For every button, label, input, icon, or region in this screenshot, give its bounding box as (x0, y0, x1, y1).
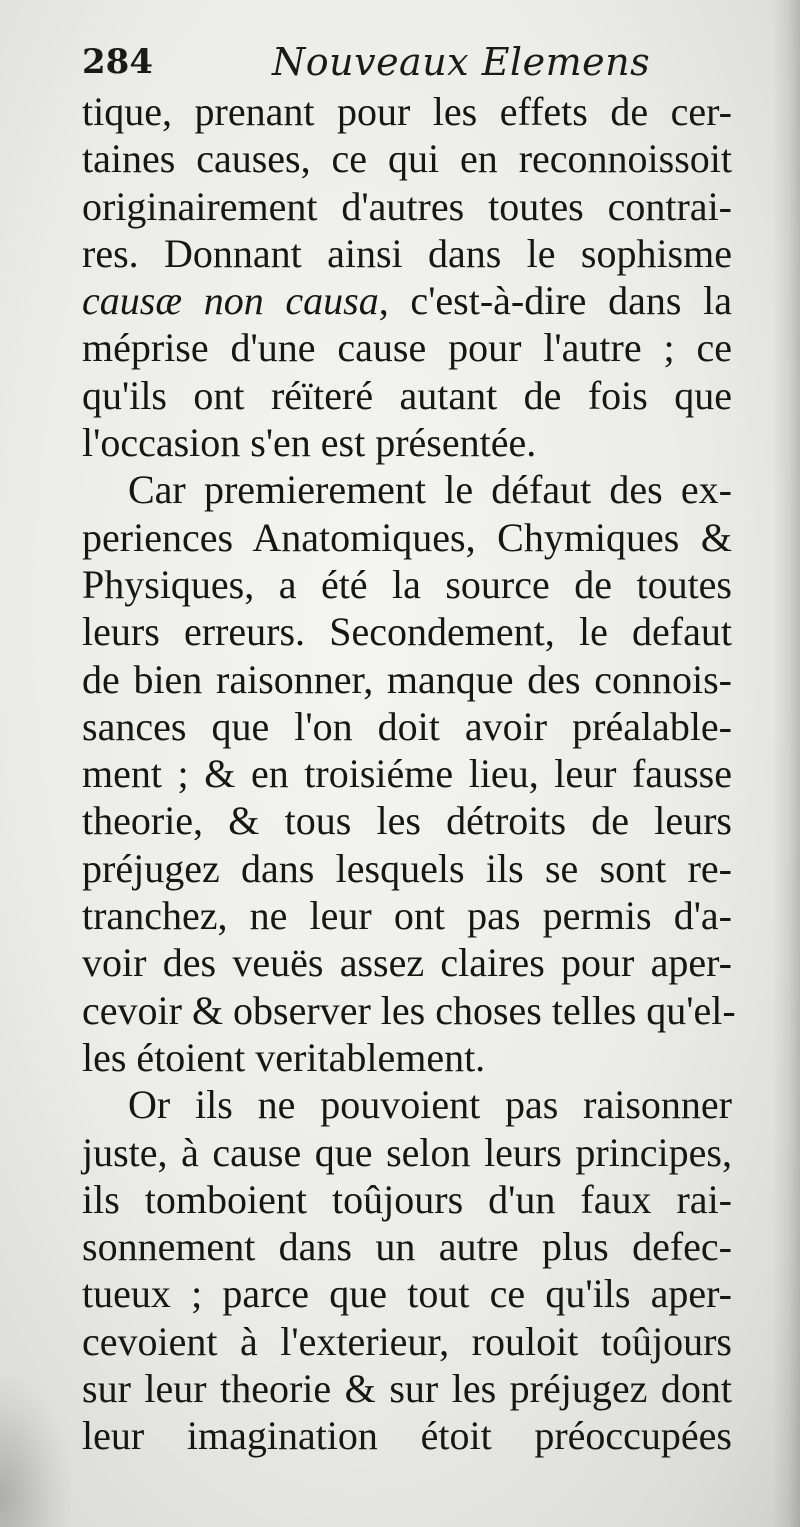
text-line: les étoient veritablement. (82, 1034, 486, 1080)
paragraph (82, 1081, 732, 1459)
text-line: cevoient à l'exterieur, rouloit toûjours (82, 1318, 732, 1364)
body-text (82, 88, 736, 1460)
text-line: tueux ; parce que tout ce qu'ils aper- (82, 1271, 732, 1317)
text-line: res. Donnant ainsi dans le sophisme (82, 230, 732, 276)
text-line: juste, à cause que selon leurs principes, (82, 1129, 732, 1175)
text-line: ils tomboient toûjours d'un faux rai- (82, 1176, 732, 1222)
text-line: leur imagination étoit préoccupées (82, 1413, 732, 1459)
text-line: de bien raisonner, manque des connois- (82, 656, 732, 702)
text-line: préjugez dans lesquels ils se sont re- (82, 845, 732, 891)
text-line: leurs erreurs. Secondement, le defaut (82, 609, 732, 655)
page-corner-smudge (0, 1377, 70, 1527)
text-line: voir des veuës assez claires pour aper- (82, 940, 732, 986)
text-line: sonnement dans un autre plus defec- (82, 1224, 732, 1270)
text-line: taines causes, ce qui en reconnoissoit (82, 136, 732, 182)
paragraph (82, 88, 732, 466)
text-line: l'occasion s'en est présentée. (82, 420, 537, 466)
text-line: causæ non causa, c'est-à-dire dans la (82, 278, 732, 324)
text-line: Car premierement le défaut des ex- (128, 467, 732, 513)
paragraph (82, 466, 736, 1081)
page-edge-shadow (772, 0, 800, 1527)
text-line: cevoir & observer les choses telles qu'el- (82, 987, 736, 1033)
text-line: tique, prenant pour les effets de cer- (82, 89, 732, 134)
text-line: theorie, & tous les détroits de leurs (82, 798, 732, 844)
text-line: qu'ils ont réïteré autant de fois que (82, 372, 732, 418)
text-line: originairement d'autres toutes contrai- (82, 183, 732, 229)
text-line: periences Anatomiques, Chymiques & (82, 514, 732, 560)
text-line: sur leur theorie & sur les préjugez dont (82, 1366, 732, 1412)
text-line: méprise d'une cause pour l'autre ; ce (82, 325, 732, 371)
running-head: Nouveaux Elemens (272, 40, 651, 84)
page-number: 284 (82, 42, 153, 82)
text-line: tranchez, ne leur ont pas permis d'a- (82, 893, 732, 939)
text-line: ment ; & en troisiéme lieu, leur fausse (82, 751, 732, 797)
text-line: sances que l'on doit avoir préalable- (82, 703, 732, 749)
text-line: Physiques, a été la source de toutes (82, 561, 732, 607)
text-line: Or ils ne pouvoient pas raisonner (128, 1082, 732, 1128)
